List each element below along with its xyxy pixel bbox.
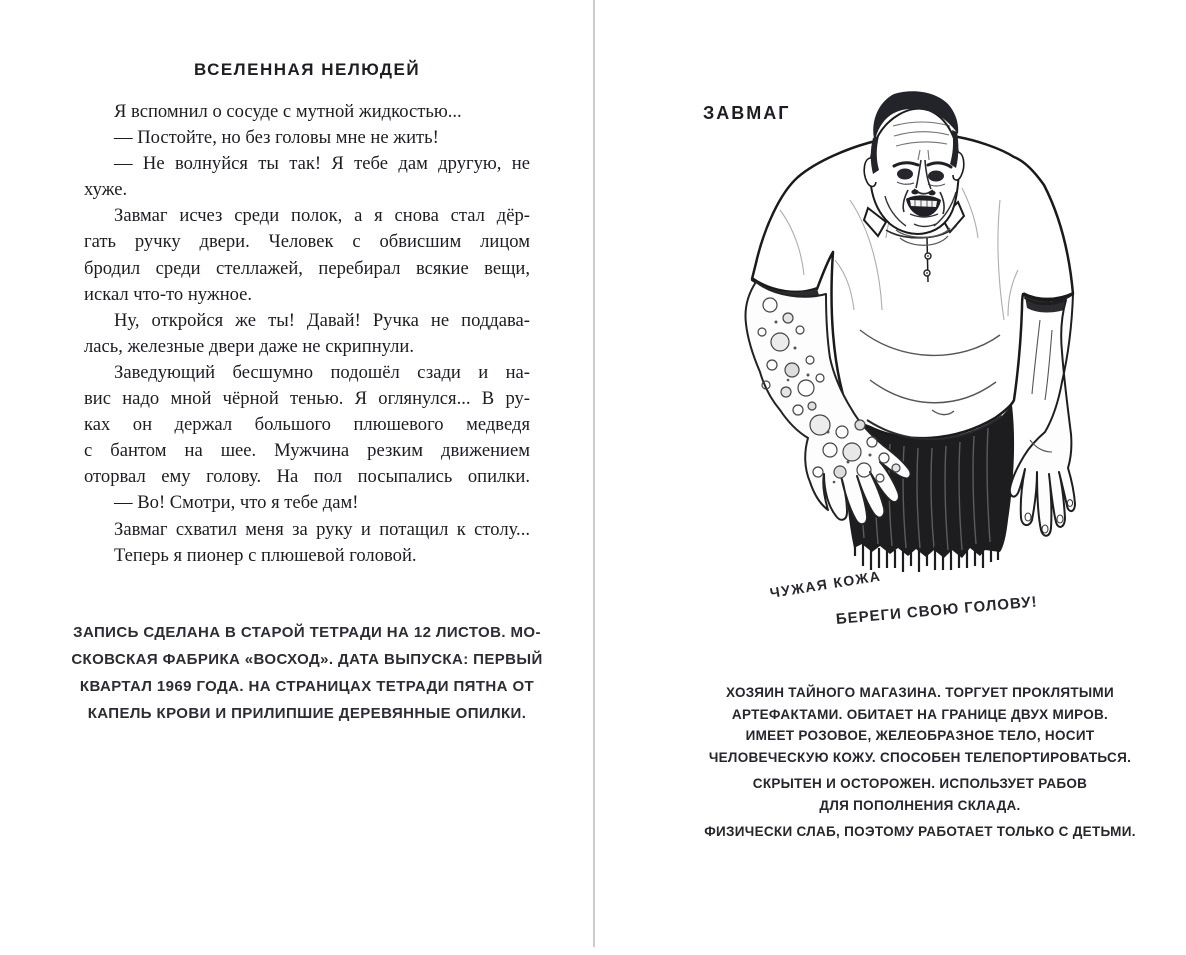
stamped-note-line: ЗАПИСЬ СДЕЛАНА В СТАРОЙ ТЕТРАДИ НА 12 ЛИСТОВ. МО- [73,624,541,641]
description-line: ИМЕЕТ РОЗОВОЕ, ЖЕЛЕОБРАЗНОЕ ТЕЛО, НОСИТ [745,728,1095,743]
stamped-note-line: КВАРТАЛ 1969 ГОДА. НА СТРАНИЦАХ ТЕТРАДИ ПЯТНА ОТ [79,678,535,695]
handwritten-caption-head: БЕРЕГИ СВОЮ ГОЛОВУ! [835,593,1039,628]
body-text-line: Завмаг исчез среди полок, а я снова стал дёр- [114,205,530,227]
description-paragraph [660,821,1180,843]
body-text-line: Завмаг схватил меня за руку и потащил к столу... [114,518,530,540]
stamped-note-line: КАПЕЛЬ КРОВИ И ПРИЛИПШИЕ ДЕРЕВЯННЫЕ ОПИЛКИ. [87,705,527,722]
body-text-line: Теперь я пионер с плюшевой головой. [114,544,417,566]
body-text-line: — Не волнуйся ты так! Я тебе дам другую, не [114,153,530,175]
handwritten-caption-skin: ЧУЖАЯ КОЖА [768,567,883,601]
body-text-line: искал что-то нужное. [84,283,253,305]
body-text-line: вис надо мной чёрной тенью. Я оглянулся... В ру- [84,388,530,410]
body-text-line: — Постойте, но без головы мне не жить! [114,127,439,149]
story-text [84,99,530,569]
stamped-note [64,619,550,727]
description-line: ДЛЯ ПОПОЛНЕНИЯ СКЛАДА. [819,797,1021,813]
character-name-title: ЗАВМАГ [703,103,791,123]
description-line: ХОЗЯИН ТАЙНОГО МАГАЗИНА. ТОРГУЕТ ПРОКЛЯТЫМИ [726,685,1114,700]
description-line: СКРЫТЕН И ОСТОРОЖЕН. ИСПОЛЬЗУЕТ РАБОВ [752,776,1088,791]
body-text-line: Заведующий бесшумно подошёл сзади и на- [114,361,530,383]
description-line: ЧЕЛОВЕЧЕСКУЮ КОЖУ. СПОСОБЕН ТЕЛЕПОРТИРОВАТЬСЯ. [708,749,1132,765]
chapter-title: ВСЕЛЕННАЯ НЕЛЮДЕЙ [193,60,421,79]
body-text-line: лась, железные двери даже не скрипнули. [84,335,415,357]
body-text-line: оторвал ему голову. На пол посыпались опилки. [84,466,530,488]
page-divider [593,0,595,947]
body-text-line: бродил среди стеллажей, перебирал всякие вещи, [84,257,530,279]
stamped-note-line: СКОВСКАЯ ФАБРИКА «ВОСХОД». ДАТА ВЫПУСКА: ПЕРВЫЙ [71,651,543,668]
body-text-line: Ну, откройся же ты! Давай! Ручка не поддава- [114,309,530,331]
shopkeeper-illustration [700,80,1120,580]
character-description [660,682,1180,848]
description-line: ФИЗИЧЕСКИ СЛАБ, ПОЭТОМУ РАБОТАЕТ ТОЛЬКО С ДЕТЬМИ. [704,824,1136,839]
body-text-line: — Во! Смотри, что я тебе дам! [114,492,359,514]
body-text-line: с бантом на шее. Мужчина резким движением [84,440,530,462]
body-text-line: Я вспомнил о сосуде с мутной жидкостью... [114,101,462,122]
description-line: АРТЕФАКТАМИ. ОБИТАЕТ НА ГРАНИЦЕ ДВУХ МИРОВ. [731,706,1109,722]
body-text-line: хуже. [84,179,128,201]
body-text-line: ках он держал большого плюшевого медведя [84,414,530,436]
description-paragraph [660,682,1180,768]
description-paragraph [660,773,1180,816]
body-text-line: гать ручку двери. Человек с обвисшим лицом [84,231,530,253]
